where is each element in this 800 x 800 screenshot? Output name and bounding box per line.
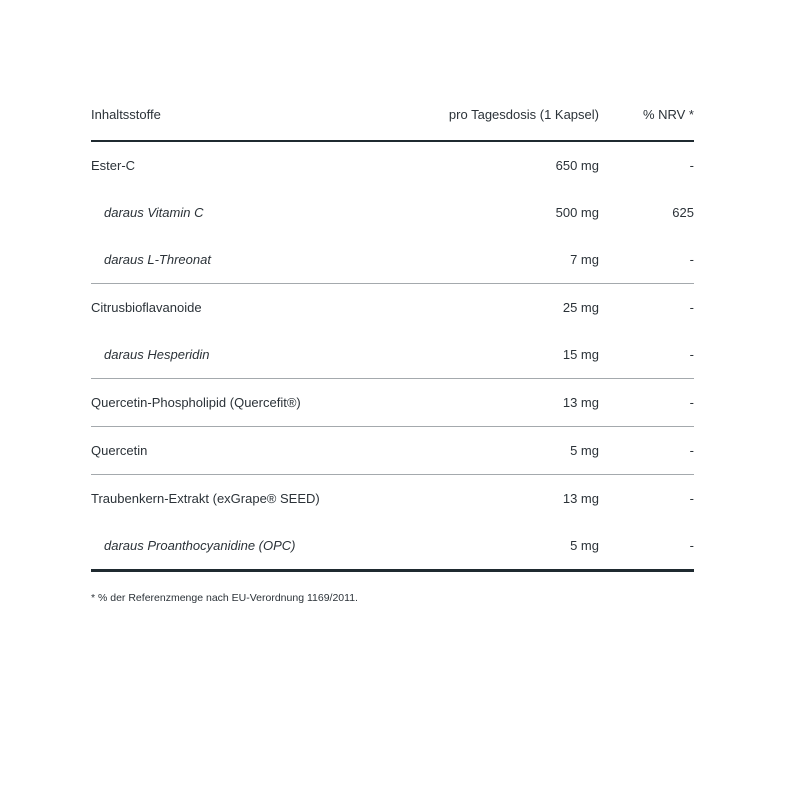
table-row — [91, 141, 694, 189]
nutrition-table — [91, 88, 694, 572]
ingredient-name: Ester-C — [91, 158, 136, 173]
ingredient-dose: 13 mg — [421, 475, 599, 523]
header-ingredients: Inhaltsstoffe — [91, 88, 421, 141]
ingredient-nrv: - — [689, 347, 694, 362]
table-row — [91, 331, 694, 379]
ingredient-name: Quercetin-Phospholipid (Quercefit®) — [91, 379, 421, 427]
ingredient-nrv: - — [599, 522, 694, 571]
table-row — [91, 236, 694, 284]
ingredient-dose: 5 mg — [421, 522, 599, 571]
table-row — [91, 427, 694, 475]
table-row — [91, 284, 694, 332]
ingredient-dose: 15 mg — [562, 347, 599, 362]
ingredient-nrv: - — [599, 379, 694, 427]
ingredient-nrv: - — [599, 427, 694, 475]
table-header-row — [91, 88, 694, 141]
ingredient-nrv: - — [689, 158, 694, 173]
nutrition-table-container — [91, 88, 694, 572]
ingredient-nrv: - — [599, 475, 694, 523]
table-row — [91, 189, 694, 236]
sub-ingredient-name: daraus Vitamin C — [104, 205, 204, 220]
header-nrv: % NRV * — [599, 88, 694, 141]
ingredient-nrv: - — [599, 284, 694, 332]
ingredient-dose: 500 mg — [555, 205, 599, 220]
ingredient-nrv: 625 — [672, 205, 694, 220]
ingredient-dose: 13 mg — [421, 379, 599, 427]
sub-ingredient-name: daraus L-Threonat — [104, 252, 211, 267]
ingredient-name: Traubenkern-Extrakt (exGrape® SEED) — [91, 475, 421, 523]
ingredient-name: Quercetin — [91, 427, 421, 475]
sub-ingredient-name: daraus Proanthocyanidine (OPC) — [91, 522, 421, 571]
header-daily-dose: pro Tagesdosis (1 Kapsel) — [421, 88, 599, 141]
footnote: * % der Referenzmenge nach EU-Verordnung 1169/2011. — [91, 592, 358, 604]
ingredient-nrv: - — [689, 252, 694, 267]
table-row — [91, 522, 694, 571]
ingredient-dose: 650 mg — [555, 158, 599, 173]
ingredient-name: Citrusbioflavanoide — [91, 284, 421, 332]
table-row — [91, 379, 694, 427]
table-row — [91, 475, 694, 523]
ingredient-dose: 7 mg — [570, 252, 599, 267]
ingredient-dose: 25 mg — [421, 284, 599, 332]
sub-ingredient-name: daraus Hesperidin — [104, 347, 210, 362]
ingredient-dose: 5 mg — [421, 427, 599, 475]
